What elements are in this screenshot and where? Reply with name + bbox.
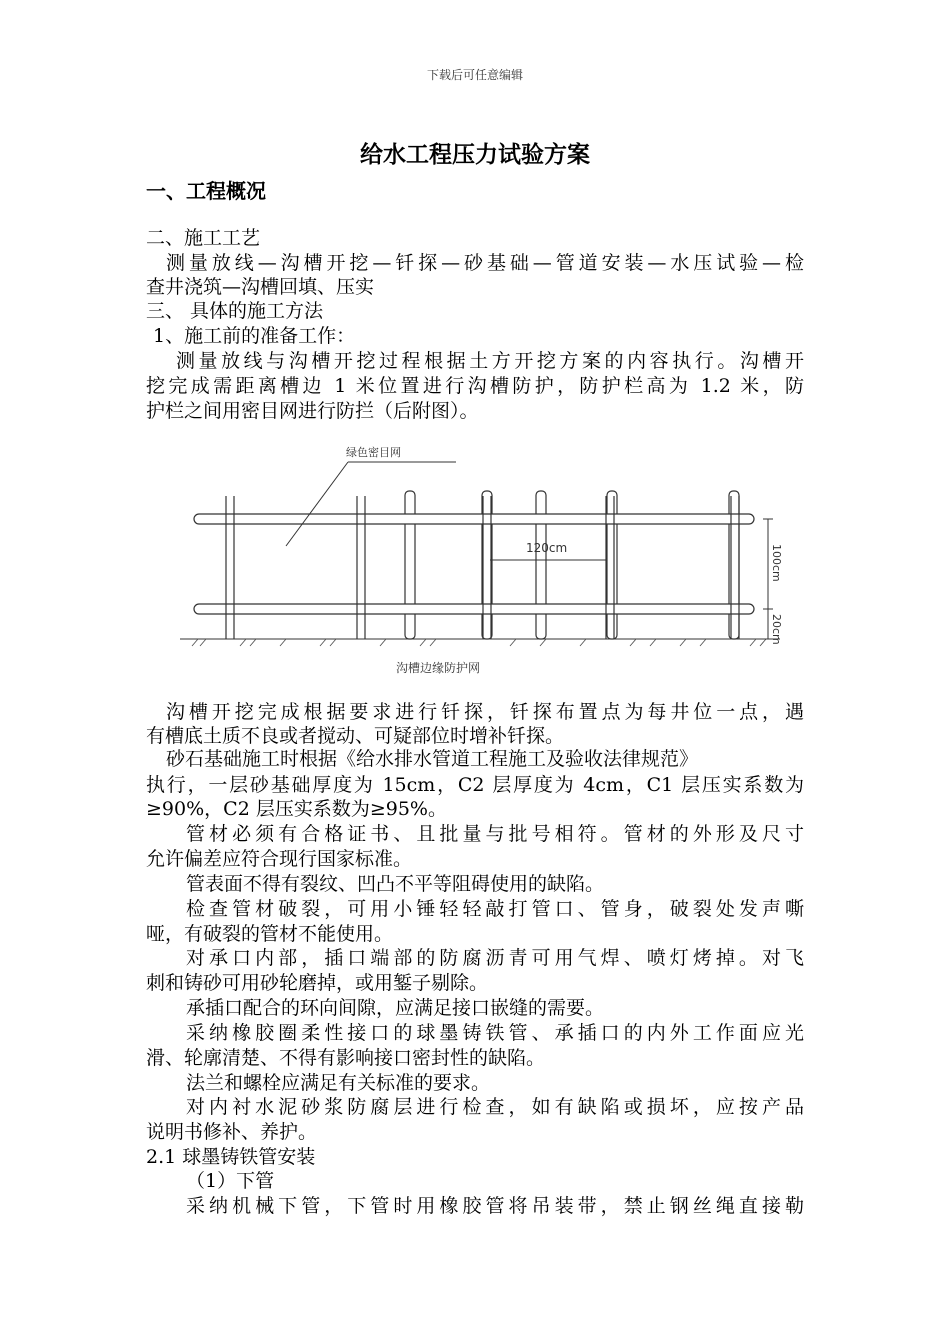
paragraph-line: 挖完成需距离槽边 1 米位置进行沟槽防护，防护栏高为 1.2 米，防: [146, 375, 804, 397]
paragraph-line: ≥90%，C2 层压实系数为≥95%。: [146, 798, 447, 820]
paragraph-line: 采纳橡胶圈柔性接口的球墨铸铁管、承插口的内外工作面应光: [186, 1022, 804, 1044]
paragraph-line: 哑，有破裂的管材不能使用。: [146, 923, 394, 945]
paragraph-line: 法兰和螺栓应满足有关标准的要求。: [186, 1072, 491, 1094]
paragraph-line: 管表面不得有裂纹、凹凸不平等阻碍使用的缺陷。: [186, 873, 605, 895]
paragraph-line: 护栏之间用密目网进行防拦（后附图）。: [146, 400, 479, 422]
paragraph-line: 有槽底土质不良或者搅动、可疑部位时增补钎探。: [146, 725, 565, 747]
paragraph-line: 对内衬水泥砂浆防腐层进行检查，如有缺陷或损坏，应按产品: [186, 1096, 804, 1118]
paragraph-line: 对承口内部，插口端部的防腐沥青可用气焊、喷灯烤掉。对飞: [186, 947, 804, 969]
ground-hatching: [192, 639, 766, 646]
net-label: 绿色密目网: [346, 446, 401, 459]
paragraph-line: 检查管材破裂，可用小锤轻轻敲打管口、管身，破裂处发声嘶: [186, 898, 804, 920]
fence-post: [405, 491, 415, 639]
top-rail: [194, 514, 754, 524]
paragraph-line: 执行，一层砂基础厚度为 15cm，C2 层厚度为 4cm，C1 层压实系数为: [146, 774, 804, 796]
paragraph-line: 承插口配合的环向间隙，应满足接口嵌缝的需要。: [186, 997, 605, 1019]
paragraph-line: 管材必须有合格证书、且批量与批号相符。管材的外形及尺寸: [186, 823, 804, 845]
bottom-rail: [194, 604, 754, 614]
subsection-heading-preparation: 1、施工前的准备工作：: [153, 325, 356, 347]
paragraph-line: 沟槽开挖完成根据要求进行钎探，钎探布置点为每井位一点，遇: [166, 701, 804, 723]
base-label: 20cm: [770, 614, 783, 645]
paragraph-line: 允许偏差应符合现行国家标准。: [146, 848, 413, 870]
section-heading-overview: 一、工程概况: [146, 179, 266, 203]
guardrail-figure: [180, 436, 800, 686]
paragraph-line: 砂石基础施工时根据《给水排水管道工程施工及验收法律规范》: [166, 748, 699, 770]
paragraph-line: 滑、轮廓清楚、不得有影响接口密封性的缺陷。: [146, 1047, 546, 1069]
paragraph-line: 测量放线—沟槽开挖—钎探—砂基础—管道安装—水压试验—检: [166, 252, 804, 274]
paragraph-line: 刺和铸砂可用砂轮磨掉，或用錾子剔除。: [146, 972, 489, 994]
label-leader: [286, 462, 348, 546]
spacing-label: 120cm: [526, 541, 568, 555]
subsection-heading-lowering: （1）下管: [186, 1170, 275, 1192]
paragraph-line: 说明书修补、养护。: [146, 1121, 318, 1143]
height-label: 100cm: [770, 544, 783, 582]
paragraph-line: 采纳机械下管，下管时用橡胶管将吊装带，禁止钢丝绳直接勒: [186, 1195, 804, 1217]
paragraph-line: 测量放线与沟槽开挖过程根据土方开挖方案的内容执行。沟槽开: [176, 350, 804, 372]
figure-caption: 沟槽边缘防护网: [396, 661, 481, 675]
document-title: 给水工程压力试验方案: [360, 141, 590, 168]
fence-post: [536, 491, 546, 639]
section-heading-methods: 三、 具体的施工方法: [146, 300, 324, 322]
fence-post: [607, 491, 617, 639]
paragraph-line: 查井浇筑—沟槽回填、压实: [146, 276, 375, 298]
subsection-heading-ductile-iron: 2.1 球墨铸铁管安装: [146, 1146, 316, 1168]
page-header-note: 下载后可任意编辑: [426, 68, 523, 82]
section-heading-process: 二、施工工艺: [146, 227, 261, 249]
